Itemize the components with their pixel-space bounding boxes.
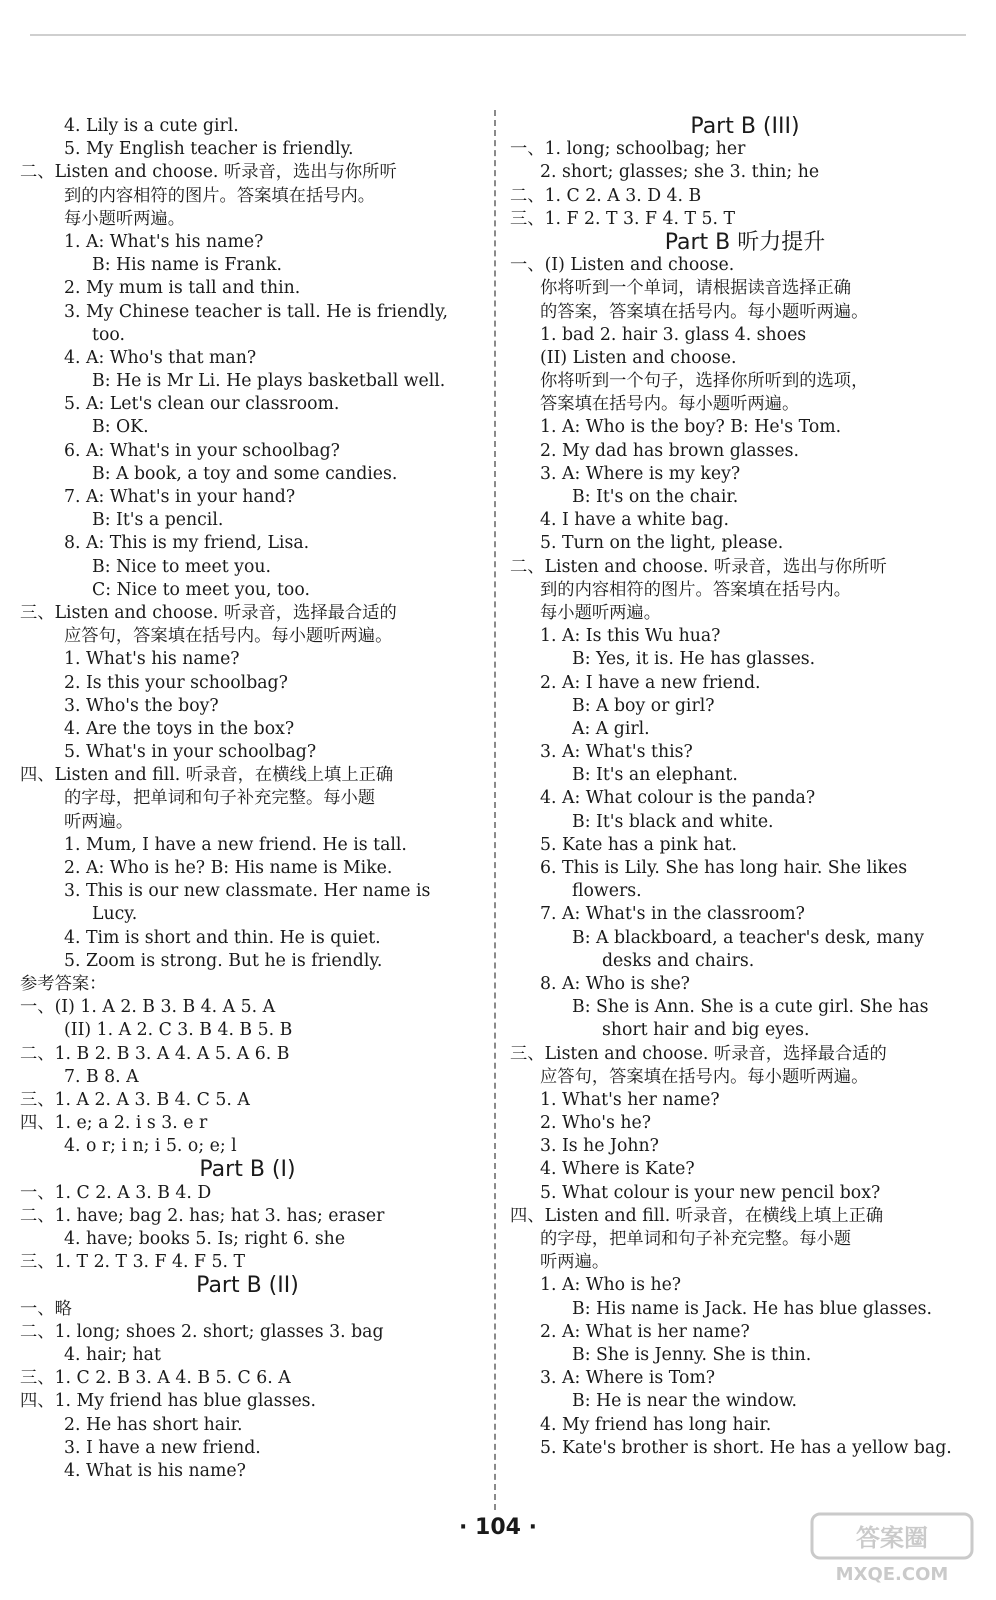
text-line: 3. A: Where is Tom? <box>540 1368 716 1389</box>
text-line: 2. Who's he? <box>540 1113 652 1134</box>
text-line: too. <box>92 324 125 345</box>
text-line: B: He is near the window. <box>572 1391 798 1412</box>
text-line: 4. What is his name? <box>64 1460 246 1481</box>
left-column <box>20 115 475 1483</box>
text-line: 的字母，把单词和句子补充完整。每小题 <box>540 1229 852 1249</box>
text-line: B: Nice to meet you. <box>92 556 271 577</box>
text-line: 四、1. e; a 2. i s 3. e r <box>20 1113 208 1134</box>
section-heading: Part B (II) <box>196 1273 299 1299</box>
svg-text:答案圈: 答案圈 <box>856 1524 928 1552</box>
section-heading: Part B (I) <box>199 1157 296 1183</box>
text-line: 8. A: This is my friend, Lisa. <box>64 533 310 554</box>
text-line: 3. This is our new classmate. Her name is <box>64 881 431 902</box>
text-line: 二、Listen and choose. 听录音，选出与你所听 <box>510 556 887 577</box>
text-line: 4. Are the toys in the box? <box>64 718 295 739</box>
text-line: 一、(I) Listen and choose. <box>510 255 735 276</box>
text-line: 一、1. long; schoolbag; her <box>510 139 746 160</box>
text-line: 4. have; books 5. Is; right 6. she <box>64 1229 346 1249</box>
right-column <box>510 115 980 1460</box>
section-heading: Part B (III) <box>690 114 800 139</box>
text-line: B: A book, a toy and some candies. <box>92 463 398 484</box>
text-line: 2. A: I have a new friend. <box>540 672 761 693</box>
text-line: 每小题听两遍。 <box>540 602 661 623</box>
text-line: (II) Listen and choose. <box>540 347 737 368</box>
text-line: 二、1. C 2. A 3. D 4. B <box>510 185 702 206</box>
text-line: 的答案，答案填在括号内。每小题听两遍。 <box>540 301 869 322</box>
text-line: 二、1. B 2. B 3. A 4. A 5. A 6. B <box>20 1043 290 1064</box>
text-line: 5. Zoom is strong. But he is friendly. <box>64 950 383 971</box>
text-line: B: A boy or girl? <box>572 695 715 716</box>
text-line: 应答句，答案填在括号内。每小题听两遍。 <box>64 626 393 647</box>
text-line: B: It's a pencil. <box>92 510 224 531</box>
text-line: Lucy. <box>92 904 138 925</box>
text-line: 三、1. F 2. T 3. F 4. T 5. T <box>510 208 736 229</box>
top-rule <box>30 34 966 36</box>
text-line: 1. bad 2. hair 3. glass 4. shoes <box>540 324 807 345</box>
text-line: 3. I have a new friend. <box>64 1437 261 1458</box>
text-line: 1. A: Who is he? <box>540 1275 682 1296</box>
text-line: 1. A: Who is the boy? B: He's Tom. <box>540 417 842 438</box>
text-line: 1. What's his name? <box>64 649 240 670</box>
text-line: 4. Tim is short and thin. He is quiet. <box>64 927 381 948</box>
text-line: 三、1. T 2. T 3. F 4. F 5. T <box>20 1252 246 1273</box>
text-line: 4. A: What colour is the panda? <box>540 788 816 809</box>
text-line: 三、Listen and choose. 听录音，选择最合适的 <box>510 1043 887 1064</box>
text-line: 2. Is this your schoolbag? <box>64 672 288 693</box>
text-line: C: Nice to meet you, too. <box>92 579 310 600</box>
text-line: 2. My mum is tall and thin. <box>64 278 301 299</box>
text-line: 4. I have a white bag. <box>540 510 730 531</box>
text-line: 4. o r; i n; i 5. o; e; l <box>64 1136 237 1157</box>
text-line: 4. Where is Kate? <box>540 1159 695 1180</box>
text-line: 1. What's her name? <box>540 1089 720 1110</box>
text-line: flowers. <box>572 881 642 902</box>
text-line: 应答句，答案填在括号内。每小题听两遍。 <box>540 1066 869 1087</box>
text-line: 参考答案： <box>20 973 107 994</box>
text-line: 你将听到一个句子，选择你所听到的选项， <box>540 371 869 392</box>
text-line: 一、(I) 1. A 2. B 3. B 4. A 5. A <box>20 997 276 1018</box>
text-line: 的字母，把单词和句子补充完整。每小题 <box>64 788 376 809</box>
text-line: 到的内容相符的图片。答案填在括号内。 <box>540 579 852 600</box>
text-line: B: OK. <box>92 417 149 438</box>
text-line: 6. A: What's in your schoolbag? <box>64 440 340 461</box>
text-line: 四、1. My friend has blue glasses. <box>20 1391 317 1412</box>
text-line: 四、Listen and fill. 听录音，在横线上填上正确 <box>510 1205 884 1226</box>
text-line: 三、1. A 2. A 3. B 4. C 5. A <box>20 1089 250 1110</box>
text-line: short hair and big eyes. <box>602 1020 810 1041</box>
text-line: 8. A: Who is she? <box>540 973 690 994</box>
text-line: 听两遍。 <box>64 811 134 832</box>
text-line: 4. A: Who's that man? <box>64 347 257 368</box>
text-line: 四、Listen and fill. 听录音，在横线上填上正确 <box>20 765 394 786</box>
text-line: desks and chairs. <box>602 950 755 971</box>
svg-text:MXQE.COM: MXQE.COM <box>835 1564 949 1585</box>
text-line: 二、1. long; shoes 2. short; glasses 3. bag <box>20 1321 384 1342</box>
text-line: 听两遍。 <box>540 1252 610 1273</box>
text-line: (II) 1. A 2. C 3. B 4. B 5. B <box>64 1020 293 1041</box>
text-line: B: A blackboard, a teacher's desk, many <box>572 927 924 948</box>
text-line: 5. A: Let's clean our classroom. <box>64 394 340 415</box>
text-line: 5. Kate's brother is short. He has a yellow bag. <box>540 1437 952 1458</box>
text-line: 2. My dad has brown glasses. <box>540 440 800 461</box>
text-line: 你将听到一个单词，请根据读音选择正确 <box>540 278 852 299</box>
text-line: 2. A: What is her name? <box>540 1321 750 1342</box>
text-line: B: He is Mr Li. He plays basketball well. <box>92 371 446 392</box>
text-line: 7. B 8. A <box>64 1066 139 1087</box>
text-line: A: A girl. <box>572 718 650 739</box>
section-heading: Part B 听力提升 <box>664 229 826 255</box>
text-line: 三、Listen and choose. 听录音，选择最合适的 <box>20 602 397 623</box>
text-line: 1. Mum, I have a new friend. He is tall. <box>64 834 407 855</box>
text-line: 每小题听两遍。 <box>64 208 185 229</box>
text-line: 二、1. have; bag 2. has; hat 3. has; eraser <box>20 1205 385 1226</box>
text-line: 7. A: What's in the classroom? <box>540 904 805 925</box>
text-line: 5. What colour is your new pencil box? <box>540 1182 881 1203</box>
text-line: 4. hair; hat <box>64 1344 161 1365</box>
text-line: 到的内容相符的图片。答案填在括号内。 <box>64 185 376 206</box>
text-line: 1. A: Is this Wu hua? <box>540 626 721 647</box>
text-line: 4. My friend has long hair. <box>540 1414 772 1435</box>
text-line: 答案填在括号内。每小题听两遍。 <box>540 394 800 415</box>
text-line: 3. My Chinese teacher is tall. He is friendly, <box>64 301 448 322</box>
text-line: 5. My English teacher is friendly. <box>64 139 354 160</box>
text-line: 7. A: What's in your hand? <box>64 487 296 507</box>
text-line: B: His name is Frank. <box>92 255 283 276</box>
text-line: 2. A: Who is he? B: His name is Mike. <box>64 858 393 878</box>
text-line: 2. short; glasses; she 3. thin; he <box>540 162 820 183</box>
text-line: B: Yes, it is. He has glasses. <box>572 649 816 670</box>
text-line: 二、Listen and choose. 听录音，选出与你所听 <box>20 162 397 183</box>
text-line: B: His name is Jack. He has blue glasses. <box>572 1298 933 1319</box>
text-line: 三、1. C 2. B 3. A 4. B 5. C 6. A <box>20 1368 291 1389</box>
text-line: 5. Turn on the light, please. <box>540 533 784 554</box>
text-line: 3. A: What's this? <box>540 742 693 763</box>
text-line: 5. Kate has a pink hat. <box>540 834 738 855</box>
watermark-logo <box>810 1508 980 1588</box>
text-line: 1. A: What's his name? <box>64 231 264 252</box>
text-line: B: It's black and white. <box>572 811 774 832</box>
text-line: 6. This is Lily. She has long hair. She likes <box>540 858 908 878</box>
text-line: 5. What's in your schoolbag? <box>64 742 317 763</box>
text-line: 2. He has short hair. <box>64 1414 243 1435</box>
page-number: · 104 · <box>459 1515 537 1540</box>
text-line: B: It's on the chair. <box>572 487 739 507</box>
text-line: B: She is Ann. She is a cute girl. She has <box>572 997 929 1018</box>
text-line: B: She is Jenny. She is thin. <box>572 1344 812 1365</box>
text-line: 一、1. C 2. A 3. B 4. D <box>20 1182 212 1203</box>
text-line: 3. Who's the boy? <box>64 695 219 716</box>
text-line: B: It's an elephant. <box>572 765 738 786</box>
text-line: 一、略 <box>20 1298 72 1319</box>
text-line: 3. Is he John? <box>540 1136 659 1157</box>
column-divider <box>494 110 496 1510</box>
text-line: 3. A: Where is my key? <box>540 463 741 484</box>
text-line: 4. Lily is a cute girl. <box>64 116 239 136</box>
